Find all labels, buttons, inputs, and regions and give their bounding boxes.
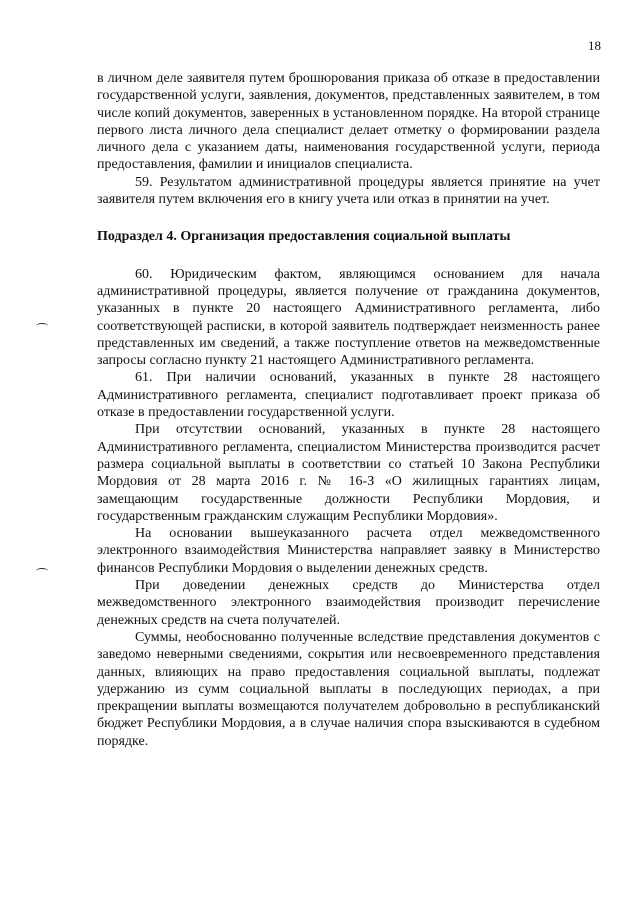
paragraph-60: 60. Юридическим фактом, являющимся основанием для начала административной процедуры, является получение от гражданина документов, указанных в пункте 20 настоящего Административного регламента, либо соответствующей расписки, в которой заявитель подтверждает неизменность ранее представленных им сведений, а также поступление ответов на межведомственные запросы согласно пункту 21 настоящего Административного регламента. xyxy=(97,266,600,369)
paragraph-continuation: в личном деле заявителя путем брошюрования приказа об отказе в предоставлении государственной услуги, заявления, документов, представленных заявителем, в том числе копий документов, заверенных в установленном порядке. На второй странице первого листа личного дела специалист делает отметку о формировании раздела личного дела с указанием даты, наименования государственной услуги, периода предоставления, фамилии и инициалов специалиста. xyxy=(97,71,600,173)
margin-mark xyxy=(36,568,48,574)
document-body xyxy=(97,70,600,750)
paragraph-transfer-of-funds: При доведении денежных средств до Министерства отдел межведомственного электронного взаимодействия производит перечисление денежных средств на счета получателей. xyxy=(97,578,600,628)
paragraph-basis-of-calculation: На основании вышеуказанного расчета отдел межведомственного электронного взаимодействия Министерства направляет заявку в Министерство финансов Республики Мордовия о выделении денежных средств. xyxy=(97,526,600,576)
section-heading: Подраздел 4. Организация предоставления социальной выплаты xyxy=(97,229,511,245)
margin-mark xyxy=(36,323,48,329)
paragraph-unjustified-sums: Суммы, необоснованно полученные вследствие представления документов с заведомо неверными сведениями, сокрытия или несвоевременного представления данных, влияющих на право предоставления социальной выплаты, подлежат удержанию из сумм социальной выплаты в последующих периодах, а при прекращении выплаты возмещаются получателем добровольно в республиканский бюджет Республики Мордовия, а в случае наличия спора взыскиваются в судебном порядке. xyxy=(97,629,600,749)
paragraph-61: 61. При наличии оснований, указанных в пункте 28 настоящего Административного регламента, специалист подготавливает проект приказа об отказе в предоставлении государственной услуги. xyxy=(97,370,600,421)
paragraph-absence-of-grounds: При отсутствии оснований, указанных в пункте 28 настоящего Административного регламента, специалистом Министерства производится расчет размера социальной выплаты в соответствии со статьей 10 Закона Республики Мордовия от 28 марта 2016 г. № 16-З «О жилищных гарантиях лицам, замещающим государственные должности Республики Мордовия, и государственным гражданским служащим Республики Мордовия». xyxy=(97,422,600,524)
page-number: 18 xyxy=(588,38,601,53)
paragraph-59: 59. Результатом административной процедуры является принятие на учет заявителя путем включения его в книгу учета или отказ в принятии на учет. xyxy=(97,174,600,208)
